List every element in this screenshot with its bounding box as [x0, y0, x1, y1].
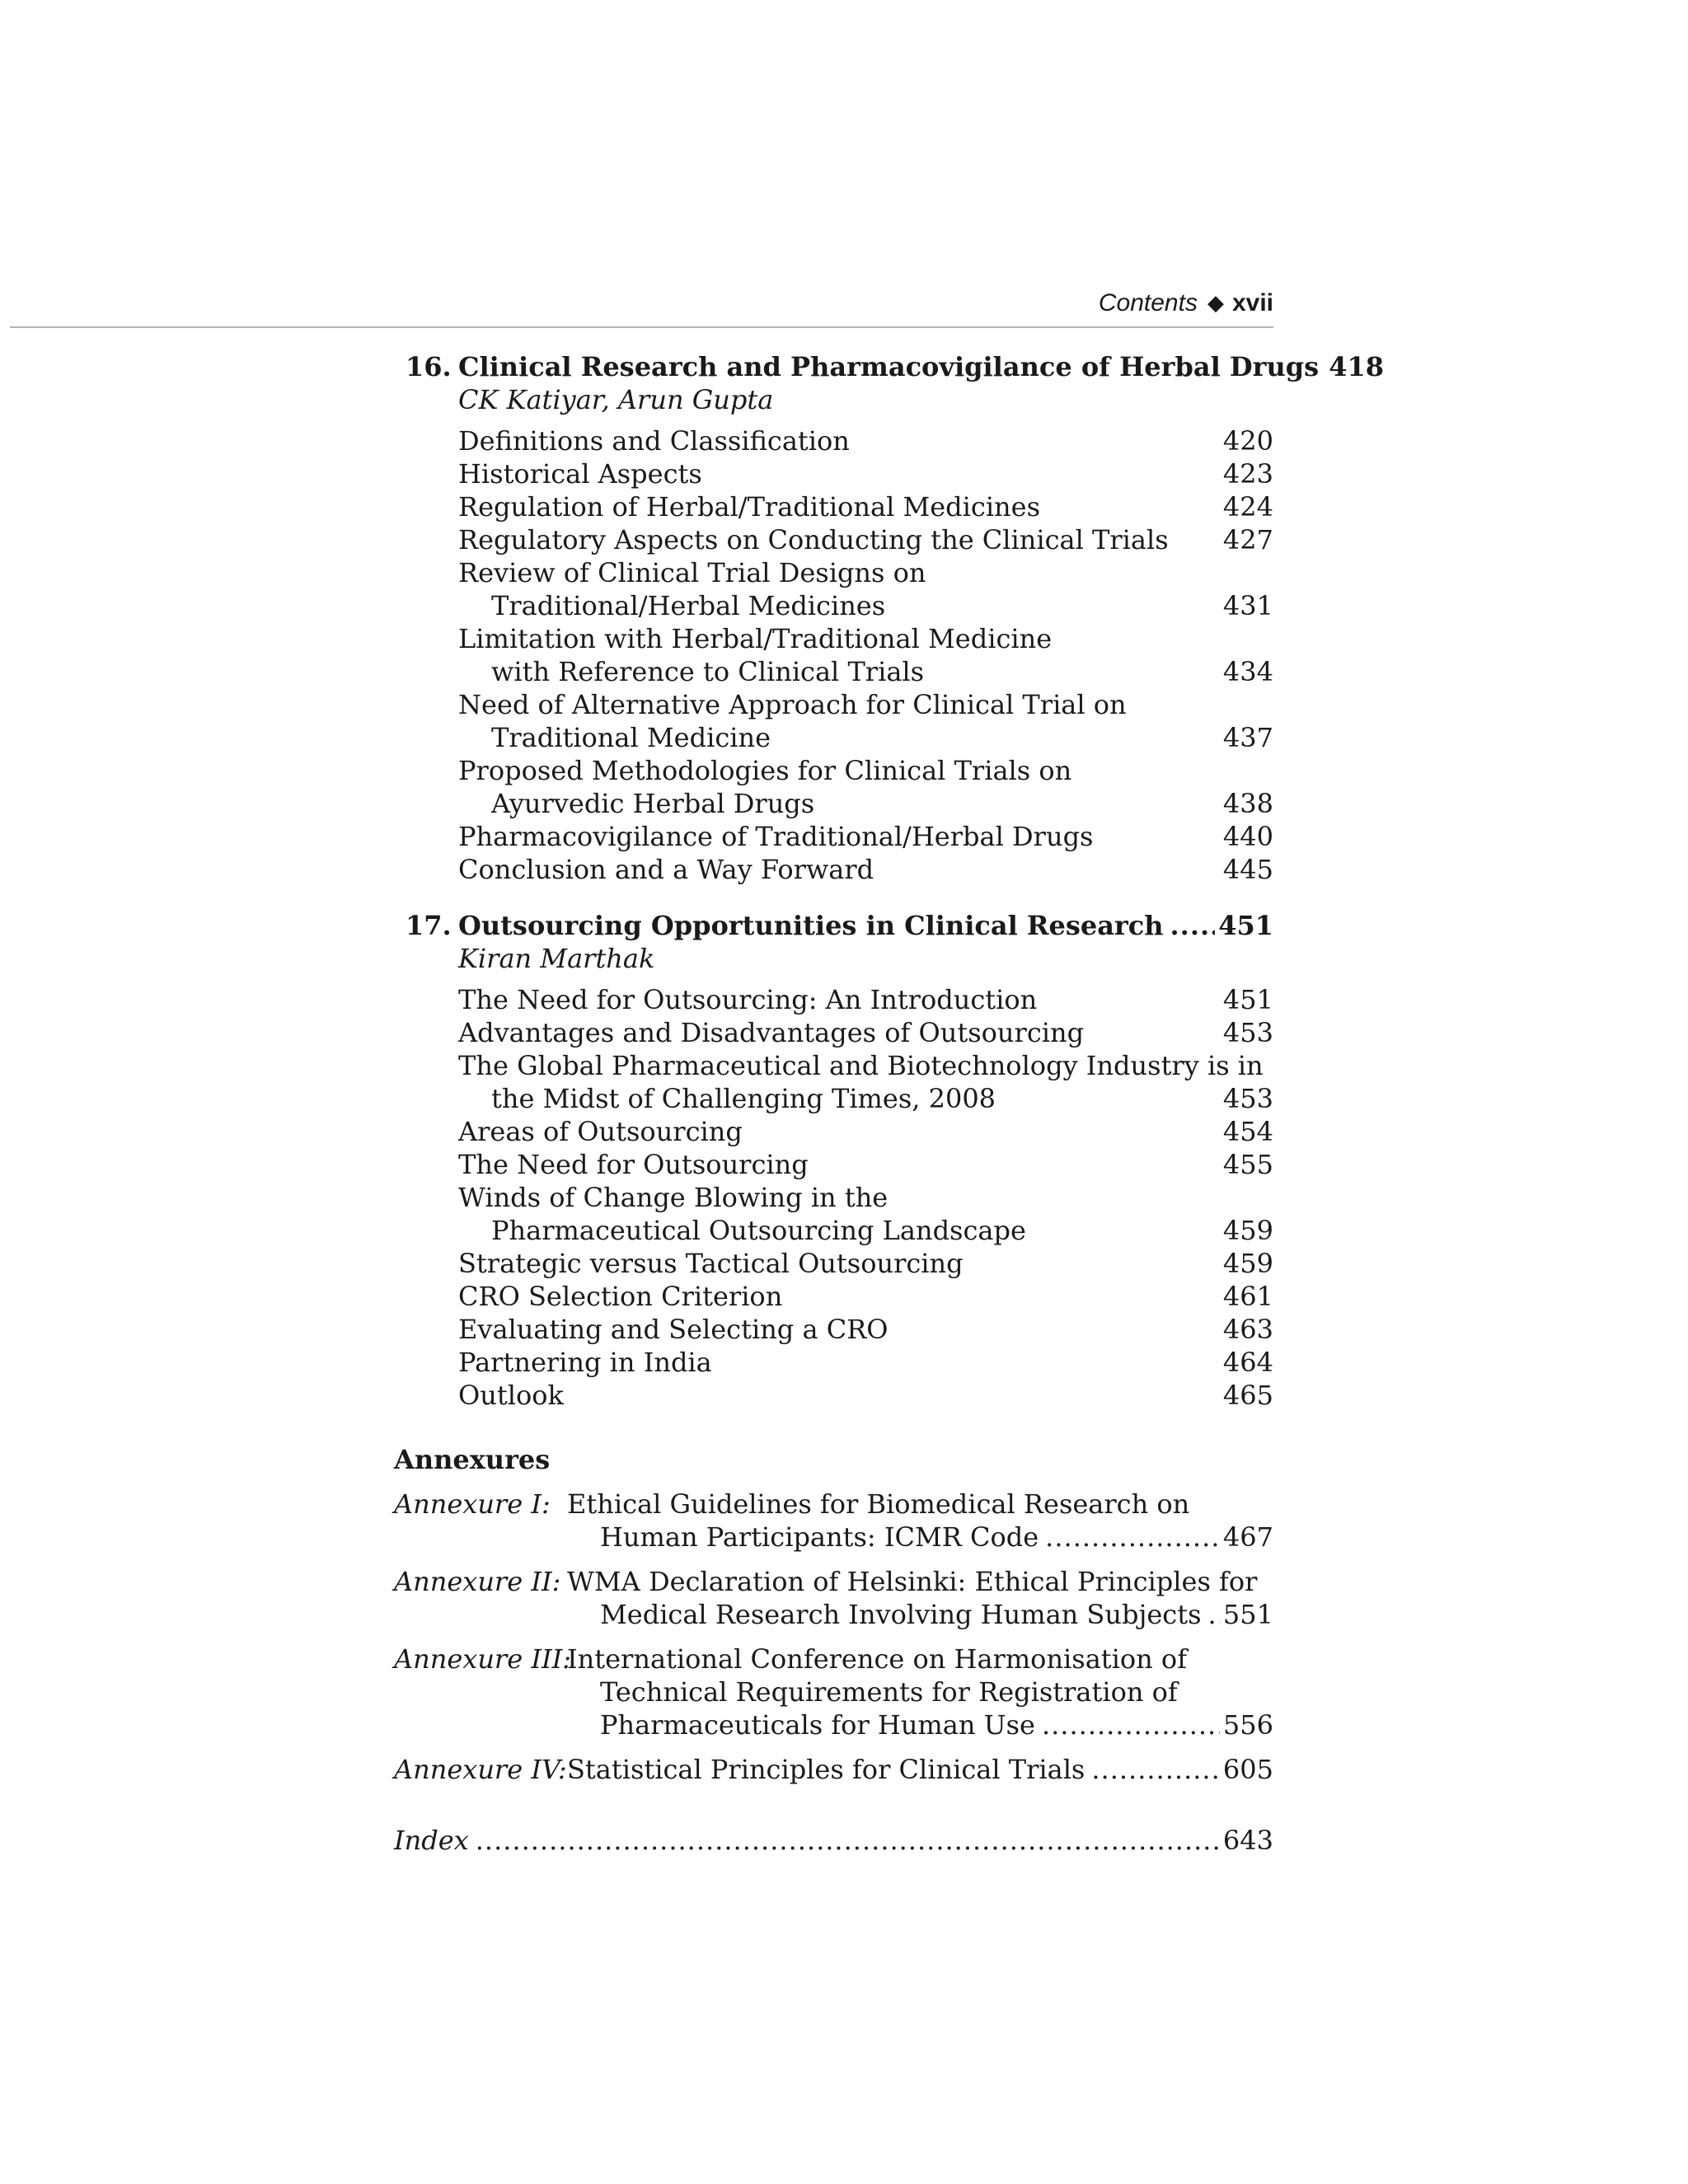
section-entry — [394, 853, 1273, 886]
chapter-title-text: Outsourcing Opportunities in Clinical Research — [458, 910, 1164, 941]
header-rule — [10, 326, 1273, 328]
annexure-line — [394, 1521, 1273, 1554]
section-page: 437 — [1222, 722, 1273, 753]
dot-leader — [476, 1824, 1220, 1857]
chapter-authors: CK Katiyar, Arun Gupta — [458, 384, 774, 415]
annexure-entry — [394, 1565, 1273, 1631]
section-entry — [394, 754, 1273, 787]
section-title: CRO Selection Criterion — [458, 1281, 783, 1312]
section-entry — [394, 1247, 1273, 1280]
section-title: Traditional Medicine — [491, 722, 771, 753]
section-title: the Midst of Challenging Times, 2008 — [491, 1083, 996, 1114]
index-label: Index — [394, 1825, 469, 1856]
section-title: with Reference to Clinical Trials — [491, 656, 925, 687]
chapter-heading — [394, 909, 1273, 942]
section-page: 445 — [1222, 854, 1273, 885]
index-entry — [394, 1824, 1273, 1857]
section-page: 431 — [1222, 590, 1273, 621]
section-entry — [394, 1346, 1273, 1379]
section-entry — [394, 1115, 1273, 1148]
section-title: Conclusion and a Way Forward — [458, 854, 874, 885]
section-page: 453 — [1222, 1017, 1273, 1048]
annexure-title: Medical Research Involving Human Subjects — [600, 1599, 1202, 1630]
section-entry — [394, 1280, 1273, 1313]
table-of-contents — [394, 350, 1384, 1857]
chapter-title — [458, 909, 1273, 942]
section-entry — [394, 1379, 1273, 1412]
section-page: 459 — [1222, 1248, 1273, 1279]
section-entry — [394, 1148, 1273, 1181]
annexure-line — [394, 1708, 1273, 1741]
section-entry — [394, 424, 1273, 457]
section-entry — [394, 589, 1273, 622]
chapter-title-text: Clinical Research and Pharmacovigilance of Herbal Drugs — [458, 351, 1320, 382]
section-entry — [394, 622, 1273, 655]
section-entry — [394, 983, 1273, 1016]
annexure-entry — [394, 1488, 1273, 1554]
dot-leader — [1045, 1521, 1220, 1554]
annexure-title: Statistical Principles for Clinical Trials — [567, 1754, 1085, 1785]
chapter-title — [458, 350, 1384, 383]
annexures-heading: Annexures — [394, 1444, 551, 1475]
annexure-entry — [394, 1753, 1273, 1786]
index-page: 643 — [1222, 1825, 1273, 1856]
chapter-number: 17. — [406, 910, 452, 941]
section-title: Proposed Methodologies for Clinical Trials on — [458, 755, 1072, 786]
chapter-page: 418 — [1329, 351, 1384, 382]
section-gap — [394, 1412, 1273, 1435]
section-page: 464 — [1222, 1347, 1273, 1378]
annexure-entry — [394, 1643, 1273, 1741]
annexure-title: WMA Declaration of Helsinki: Ethical Principles for — [567, 1566, 1258, 1597]
section-title: Pharmacovigilance of Traditional/Herbal Drugs — [458, 821, 1094, 852]
section-page: 453 — [1222, 1083, 1273, 1114]
section-title: Review of Clinical Trial Designs on — [458, 557, 926, 588]
section-title: Advantages and Disadvantages of Outsourcing — [458, 1017, 1085, 1048]
dot-leader — [1170, 909, 1216, 942]
diamond-icon: ◆ — [1207, 290, 1224, 315]
section-entry — [394, 556, 1273, 589]
section-page: 465 — [1222, 1380, 1273, 1411]
section-page: 424 — [1222, 491, 1273, 523]
annexure-page: 605 — [1222, 1754, 1273, 1785]
annexure-page: 467 — [1222, 1521, 1273, 1553]
section-page: 427 — [1222, 524, 1273, 555]
section-page: 461 — [1222, 1281, 1273, 1312]
section-entry — [394, 1082, 1273, 1115]
dot-leader — [1042, 1708, 1220, 1741]
section-entry — [394, 688, 1273, 721]
annexure-line — [394, 1598, 1273, 1631]
section-page: 434 — [1222, 656, 1273, 687]
section-title: Winds of Change Blowing in the — [458, 1182, 889, 1213]
section-title: Need of Alternative Approach for Clinical Trial on — [458, 689, 1127, 720]
section-page: 440 — [1222, 821, 1273, 852]
dot-leader — [1208, 1598, 1220, 1631]
chapter-number: 16. — [406, 351, 452, 382]
section-title: Historical Aspects — [458, 458, 702, 490]
section-entry — [394, 1049, 1273, 1082]
section-title: Traditional/Herbal Medicines — [491, 590, 886, 621]
section-entry — [394, 787, 1273, 820]
section-title: Partnering in India — [458, 1347, 712, 1378]
section-page: 420 — [1222, 425, 1273, 457]
section-entry — [394, 820, 1273, 853]
section-entry — [394, 1313, 1273, 1346]
section-entry — [394, 1016, 1273, 1049]
section-title: Regulation of Herbal/Traditional Medicines — [458, 491, 1041, 523]
section-title: Ayurvedic Herbal Drugs — [491, 788, 815, 819]
chapter-gap — [394, 886, 1273, 909]
section-title: The Need for Outsourcing: An Introduction — [458, 984, 1038, 1015]
section-page: 455 — [1222, 1149, 1273, 1180]
section-page: 463 — [1222, 1314, 1273, 1345]
section-title: Limitation with Herbal/Traditional Medicine — [458, 623, 1053, 654]
section-entry — [394, 457, 1273, 490]
section-title: Definitions and Classification — [458, 425, 850, 457]
header-page-number: xvii — [1231, 289, 1273, 316]
annexure-line — [394, 1675, 1273, 1708]
annexure-title: Pharmaceuticals for Human Use — [600, 1709, 1035, 1741]
section-entry — [394, 721, 1273, 754]
annexure-title: International Conference on Harmonisation of — [567, 1643, 1188, 1675]
section-title: Strategic versus Tactical Outsourcing — [458, 1248, 964, 1279]
chapter-page: 451 — [1218, 910, 1273, 941]
dot-leader — [1091, 1753, 1220, 1786]
annexure-page: 551 — [1222, 1599, 1273, 1630]
annexure-label: Annexure IV: — [394, 1754, 567, 1785]
section-title: The Need for Outsourcing — [458, 1149, 809, 1180]
section-entry — [394, 1214, 1273, 1247]
section-title: Areas of Outsourcing — [458, 1116, 743, 1147]
section-title: Pharmaceutical Outsourcing Landscape — [491, 1215, 1026, 1246]
section-page: 451 — [1222, 984, 1273, 1015]
section-title: The Global Pharmaceutical and Biotechnology Industry is in — [458, 1050, 1264, 1081]
section-title: Outlook — [458, 1380, 564, 1411]
section-entry — [394, 523, 1273, 556]
annexure-title: Human Participants: ICMR Code — [600, 1521, 1039, 1553]
section-entry — [394, 655, 1273, 688]
section-page: 459 — [1222, 1215, 1273, 1246]
section-title: Regulatory Aspects on Conducting the Clinical Trials — [458, 524, 1169, 555]
annexure-title: Technical Requirements for Registration of — [600, 1676, 1178, 1708]
annexure-page: 556 — [1222, 1709, 1273, 1741]
annexure-title: Ethical Guidelines for Biomedical Research on — [567, 1488, 1190, 1520]
section-page: 438 — [1222, 788, 1273, 819]
annexure-label: Annexure III: — [394, 1643, 572, 1675]
chapter-heading — [394, 350, 1384, 383]
annexure-label: Annexure I: — [394, 1488, 551, 1520]
section-page: 423 — [1222, 458, 1273, 490]
section-page: 454 — [1222, 1116, 1273, 1147]
section-title: Evaluating and Selecting a CRO — [458, 1314, 889, 1345]
chapter-authors: Kiran Marthak — [458, 943, 655, 974]
annexure-label: Annexure II: — [394, 1566, 561, 1597]
section-entry — [394, 490, 1273, 523]
header-label: Contents — [1098, 289, 1198, 316]
section-entry — [394, 1181, 1273, 1214]
running-header — [0, 287, 1273, 320]
